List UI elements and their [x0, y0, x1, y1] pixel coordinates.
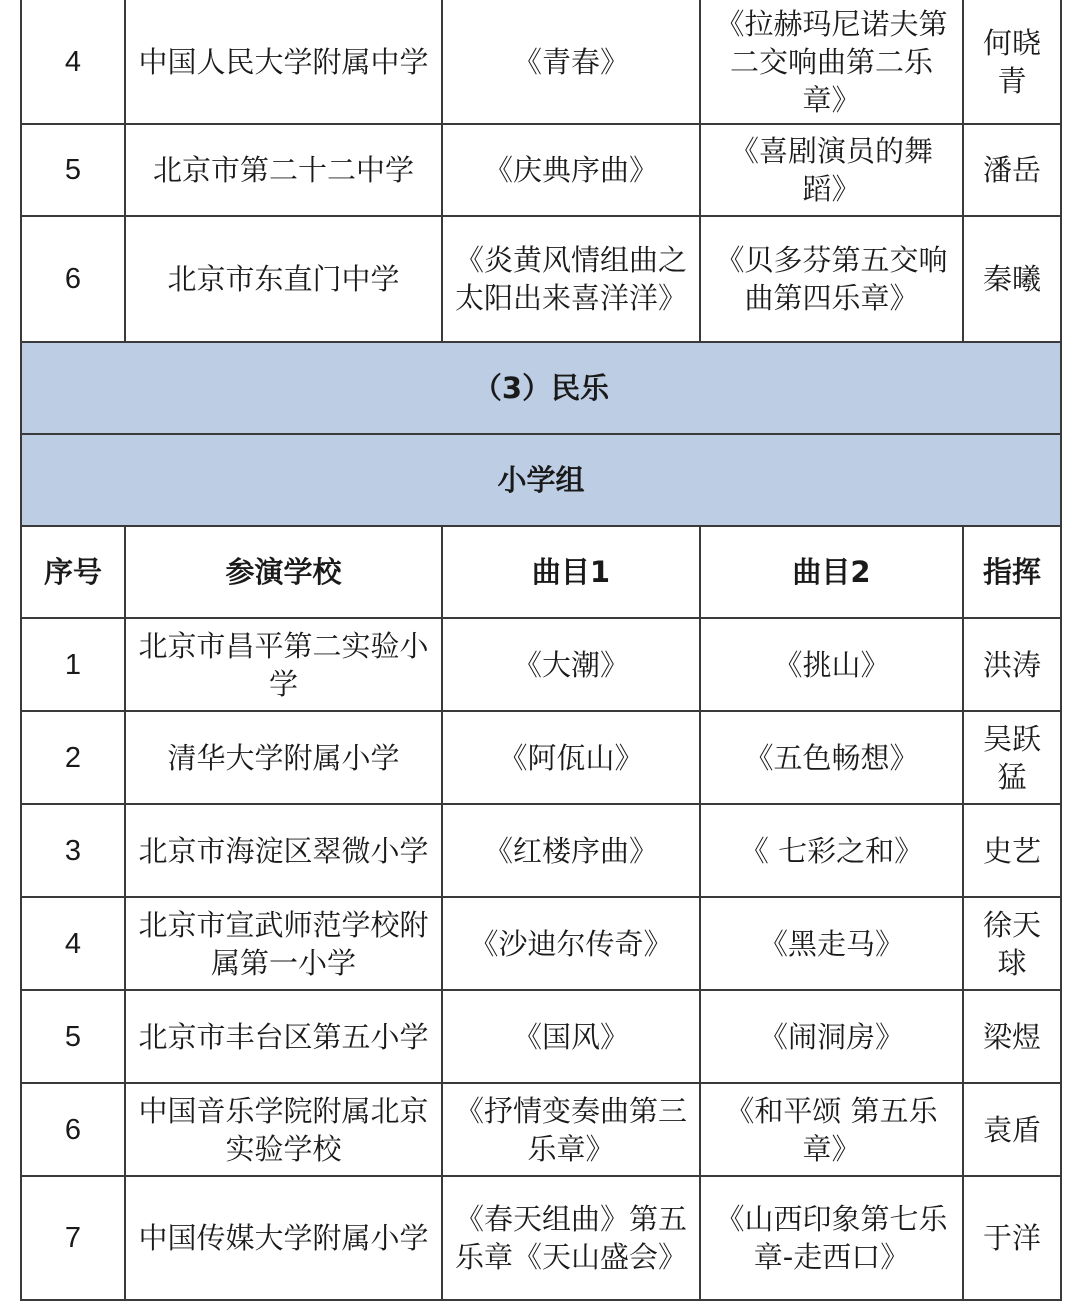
conductor: 潘岳 — [963, 124, 1061, 216]
row-number: 7 — [21, 1176, 125, 1300]
school-name: 北京市丰台区第五小学 — [125, 990, 442, 1083]
table-row — [21, 711, 1061, 804]
conductor: 秦曦 — [963, 216, 1061, 342]
piece-1: 《抒情变奏曲第三乐章》 — [442, 1083, 700, 1176]
column-header-school: 参演学校 — [125, 526, 442, 618]
school-name: 北京市第二十二中学 — [125, 124, 442, 216]
piece-2: 《山西印象第七乐章-走西口》 — [700, 1176, 963, 1300]
column-header-piece-2: 曲目2 — [700, 526, 963, 618]
table-row — [21, 1176, 1061, 1300]
row-number: 5 — [21, 124, 125, 216]
row-number: 3 — [21, 804, 125, 897]
school-name: 中国传媒大学附属小学 — [125, 1176, 442, 1300]
piece-2: 《贝多芬第五交响曲第四乐章》 — [700, 216, 963, 342]
piece-1: 《国风》 — [442, 990, 700, 1083]
piece-1: 《青春》 — [442, 0, 700, 124]
row-number: 5 — [21, 990, 125, 1083]
table-row — [21, 804, 1061, 897]
piece-1: 《红楼序曲》 — [442, 804, 700, 897]
conductor: 于洋 — [963, 1176, 1061, 1300]
row-number: 6 — [21, 216, 125, 342]
piece-1: 《沙迪尔传奇》 — [442, 897, 700, 990]
table-row — [21, 1083, 1061, 1176]
conductor: 洪涛 — [963, 618, 1061, 711]
piece-2: 《黑走马》 — [700, 897, 963, 990]
table-row — [21, 897, 1061, 990]
table-row — [21, 990, 1061, 1083]
piece-2: 《闹洞房》 — [700, 990, 963, 1083]
school-name: 北京市东直门中学 — [125, 216, 442, 342]
piece-2: 《五色畅想》 — [700, 711, 963, 804]
column-header-piece-1: 曲目1 — [442, 526, 700, 618]
row-number: 4 — [21, 0, 125, 124]
school-name: 中国音乐学院附属北京实验学校 — [125, 1083, 442, 1176]
piece-2: 《拉赫玛尼诺夫第二交响曲第二乐章》 — [700, 0, 963, 124]
column-header-row — [21, 526, 1061, 618]
column-header-conductor: 指挥 — [963, 526, 1061, 618]
group-title: 小学组 — [21, 434, 1061, 526]
row-number: 2 — [21, 711, 125, 804]
piece-1: 《阿佤山》 — [442, 711, 700, 804]
school-name: 清华大学附属小学 — [125, 711, 442, 804]
conductor: 何晓青 — [963, 0, 1061, 124]
piece-2: 《喜剧演员的舞蹈》 — [700, 124, 963, 216]
school-name: 中国人民大学附属中学 — [125, 0, 442, 124]
piece-1: 《大潮》 — [442, 618, 700, 711]
conductor: 梁煜 — [963, 990, 1061, 1083]
school-name: 北京市宣武师范学校附属第一小学 — [125, 897, 442, 990]
table-row — [21, 216, 1061, 342]
piece-1: 《炎黄风情组曲之太阳出来喜洋洋》 — [442, 216, 700, 342]
section-header-row — [21, 342, 1061, 434]
piece-1: 《春天组曲》第五乐章《天山盛会》 — [442, 1176, 700, 1300]
table-row — [21, 618, 1061, 711]
conductor: 徐天球 — [963, 897, 1061, 990]
piece-1: 《庆典序曲》 — [442, 124, 700, 216]
performance-schedule-table — [20, 0, 1062, 1301]
group-header-row — [21, 434, 1061, 526]
conductor: 袁盾 — [963, 1083, 1061, 1176]
table-row — [21, 0, 1061, 124]
piece-2: 《 七彩之和》 — [700, 804, 963, 897]
row-number: 1 — [21, 618, 125, 711]
school-name: 北京市昌平第二实验小学 — [125, 618, 442, 711]
row-number: 6 — [21, 1083, 125, 1176]
conductor: 吴跃猛 — [963, 711, 1061, 804]
column-header-number: 序号 — [21, 526, 125, 618]
table-row — [21, 124, 1061, 216]
piece-2: 《和平颂 第五乐章》 — [700, 1083, 963, 1176]
school-name: 北京市海淀区翠微小学 — [125, 804, 442, 897]
row-number: 4 — [21, 897, 125, 990]
piece-2: 《挑山》 — [700, 618, 963, 711]
section-title: （3）民乐 — [21, 342, 1061, 434]
conductor: 史艺 — [963, 804, 1061, 897]
